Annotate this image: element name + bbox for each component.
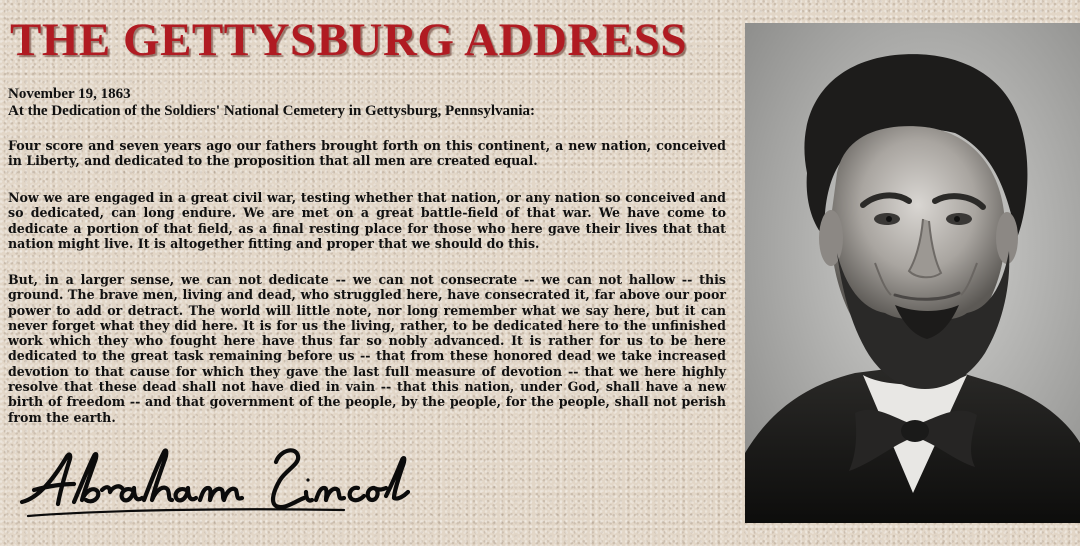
address-paragraph-3: But, in a larger sense, we can not dedicate -- we can not consecrate -- we can not hallow -- this ground. The brave men, living and dead, who struggled here, have consecrated it, far above our poor power to add or detract. The world will little note, nor long remember what we say here, but it can never forget what they did here. It is for us the living, rather, to be dedicated here to the unfinished work which they who fought here have thus far so nobly advanced. It is rather for us to be here dedicated to the great task remaining before us -- that from these honored dead we take increased devotion to that cause for which they gave the last full measure of devotion -- that we here highly resolve that these dead shall not have died in vain -- that this nation, under God, shall have a new birth of freedom -- and that government of the people, by the people, for the people, shall not perish from the earth. [8,272,726,425]
address-paragraph-2: Now we are engaged in a great civil war, testing whether that nation, or any nation so conceived and so dedicated, can long endure. We are met on a great battle-field of that war. We have come to dedicate a portion of that field, as a final resting place for those who here gave their lives that that nation might live. It is altogether fitting and proper that we should do this. [8,190,726,251]
address-date: November 19, 1863 [8,86,131,102]
lincoln-portrait-photo [745,23,1080,523]
lincoln-signature [14,440,414,530]
signature-image [14,440,414,530]
page-title: THE GETTYSBURG ADDRESS [10,14,688,66]
portrait-image [745,23,1080,523]
address-text-column [8,0,728,546]
address-paragraph-1: Four score and seven years ago our fathers brought forth on this continent, a new nation, conceived in Liberty, and dedicated to the proposition that all men are created equal. [8,138,726,169]
dedication-line: At the Dedication of the Soldiers' National Cemetery in Gettysburg, Pennsylvania: [8,103,536,119]
